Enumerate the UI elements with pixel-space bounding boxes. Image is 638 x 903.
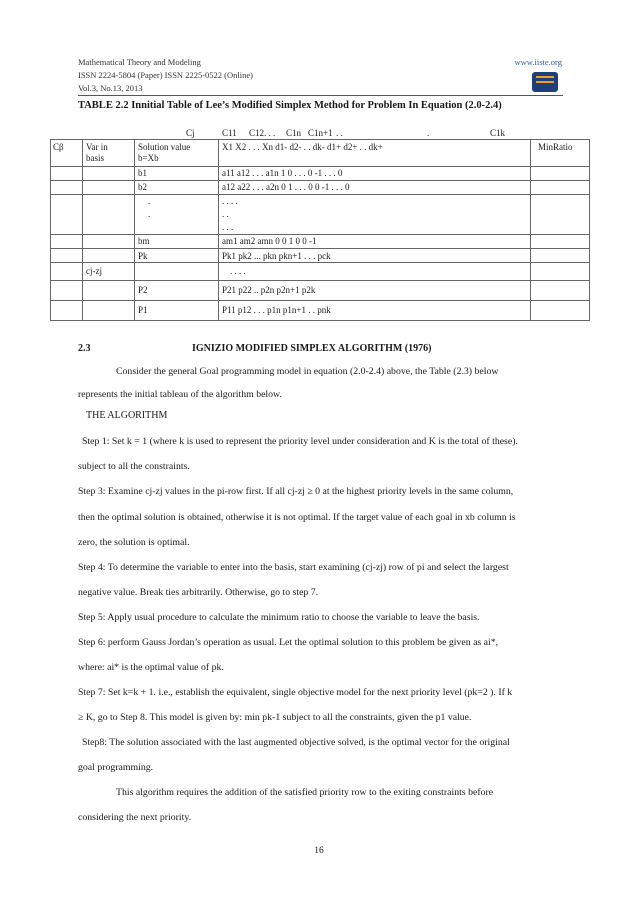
iiste-logo	[530, 70, 560, 94]
c1k-cell: C1k	[490, 128, 506, 138]
row-bm-label: bm	[138, 236, 150, 246]
cj-label: Cj	[186, 128, 195, 138]
paragraph-line: subject to all the constraints.	[78, 461, 190, 472]
section-title: IGNIZIO MODIFIED SIMPLEX ALGORITHM (1976)	[192, 343, 432, 354]
row-b1-label: b1	[138, 168, 147, 178]
row-dots-4-values: . . . .	[230, 266, 246, 276]
step-3: Step 3: Examine cj-zj values in the pi-row first. If all cj-zj ≥ 0 at the highest priority levels in the same column,	[78, 486, 514, 497]
step-8: Step8: The solution associated with the last augmented objective solved, is the optimal vector for the original	[82, 737, 510, 748]
step-6: Step 6: perform Gauss Jordan’s operation as usual. Let the optimal solution to this problem be given as ai*,	[78, 637, 499, 648]
cb-header: Cβ	[53, 142, 64, 152]
row-dots-1-values: . . . .	[222, 196, 238, 206]
step-7: Step 7: Set k=k + 1. i.e., establish the equivalent, single objective model for the next priority level (pk=2 ). If k	[78, 687, 513, 698]
row-pk-label: Pk	[138, 251, 148, 261]
journal-title: Mathematical Theory and Modeling	[78, 57, 201, 67]
minratio-header: MinRatio	[538, 142, 573, 152]
paragraph-line: then the optimal solution is obtained, otherwise it is not optimal. If the target value of each goal in xb column is	[78, 512, 516, 523]
row-b2-label: b2	[138, 182, 147, 192]
c1n-cell: C1n	[286, 128, 302, 138]
basis-header: basis	[86, 153, 104, 163]
row-bm-values: am1 am2 amn 0 0 1 0 0 -1	[222, 236, 317, 246]
paragraph-line: ≥ K, go to Step 8. This model is given by: min pk-1 subject to all the constraints, given the p1 value.	[78, 712, 472, 723]
volume-line: Vol.3, No.13, 2013	[78, 83, 143, 93]
section-number: 2.3	[78, 343, 91, 354]
step-1: Step 1: Set k = 1 (where k is used to represent the priority level under consideration and K is the total of these).	[82, 436, 518, 447]
c11-cell: C11	[222, 128, 237, 138]
cj-dots-2: .	[427, 128, 430, 138]
row-p2-values: P21 p22 .. p2n p2n+1 p2k	[222, 285, 316, 295]
b-xb-header: b=Xb	[138, 153, 159, 163]
cj-dots-1: . .	[336, 128, 343, 138]
header-rule	[78, 95, 563, 96]
table-caption: TABLE 2.2 Innitial Table of Lee’s Modified Simplex Method for Problem In Equation (2.0-2.4)	[78, 100, 502, 111]
row-dots-1-label: .	[148, 196, 151, 206]
row-dots-3-values: . . .	[222, 222, 234, 232]
c1n1-cell: C1n+1	[308, 128, 333, 138]
journal-url[interactable]: www.iiste.org	[514, 57, 562, 67]
paragraph-line: considering the next priority.	[78, 812, 192, 823]
page-number: 16	[314, 846, 324, 856]
step-5: Step 5: Apply usual procedure to calculate the minimum ratio to choose the variable to leave the basis.	[78, 612, 480, 623]
var-in-header: Var in	[86, 142, 108, 152]
solution-value-header: Solution value	[138, 142, 191, 152]
paragraph-line: goal programming.	[78, 762, 154, 773]
paragraph-line: where: ai* is the optimal value of pk.	[78, 662, 224, 673]
step-4: Step 4: To determine the variable to enter into the basis, start examining (cj-zj) row of pi and select the largest	[78, 562, 509, 573]
paragraph-line: negative value. Break ties arbitrarily. Otherwise, go to step 7.	[78, 587, 319, 598]
row-p1-label: P1	[138, 305, 148, 315]
row-dots-2-values: . .	[222, 209, 229, 219]
algorithm-heading: THE ALGORITHM	[86, 410, 168, 421]
paragraph-line: represents the initial tableau of the algorithm below.	[78, 389, 282, 400]
variables-header: X1 X2 . . . Xn d1- d2- . . dk- d1+ d2+ . . dk+	[222, 142, 383, 152]
paragraph-line: zero, the solution is optimal.	[78, 537, 190, 548]
row-b2-values: a12 a22 . . . a2n 0 1 . . . 0 0 -1 . . . 0	[222, 182, 350, 192]
row-p1-values: P11 p12 . . . p1n p1n+1 . . pnk	[222, 305, 331, 315]
row-dots-2-label: .	[148, 209, 151, 219]
paragraph-line: This algorithm requires the addition of the satisfied priority row to the exiting constraints before	[116, 787, 494, 798]
row-p2-label: P2	[138, 285, 148, 295]
row-pk-values: Pk1 pk2 ... pkn pkn+1 . . . pck	[222, 251, 331, 261]
cj-zj-label: cj-zj	[86, 266, 102, 276]
c12-cell: C12. . .	[249, 128, 276, 138]
row-b1-values: a11 a12 . . . a1n 1 0 . . . 0 -1 . . . 0	[222, 168, 343, 178]
simplex-table	[50, 118, 590, 330]
issn-line: ISSN 2224-5804 (Paper) ISSN 2225-0522 (Online)	[78, 70, 253, 80]
paragraph-line: Consider the general Goal programming model in equation (2.0-2.4) above, the Table (2.3) below	[116, 366, 499, 377]
